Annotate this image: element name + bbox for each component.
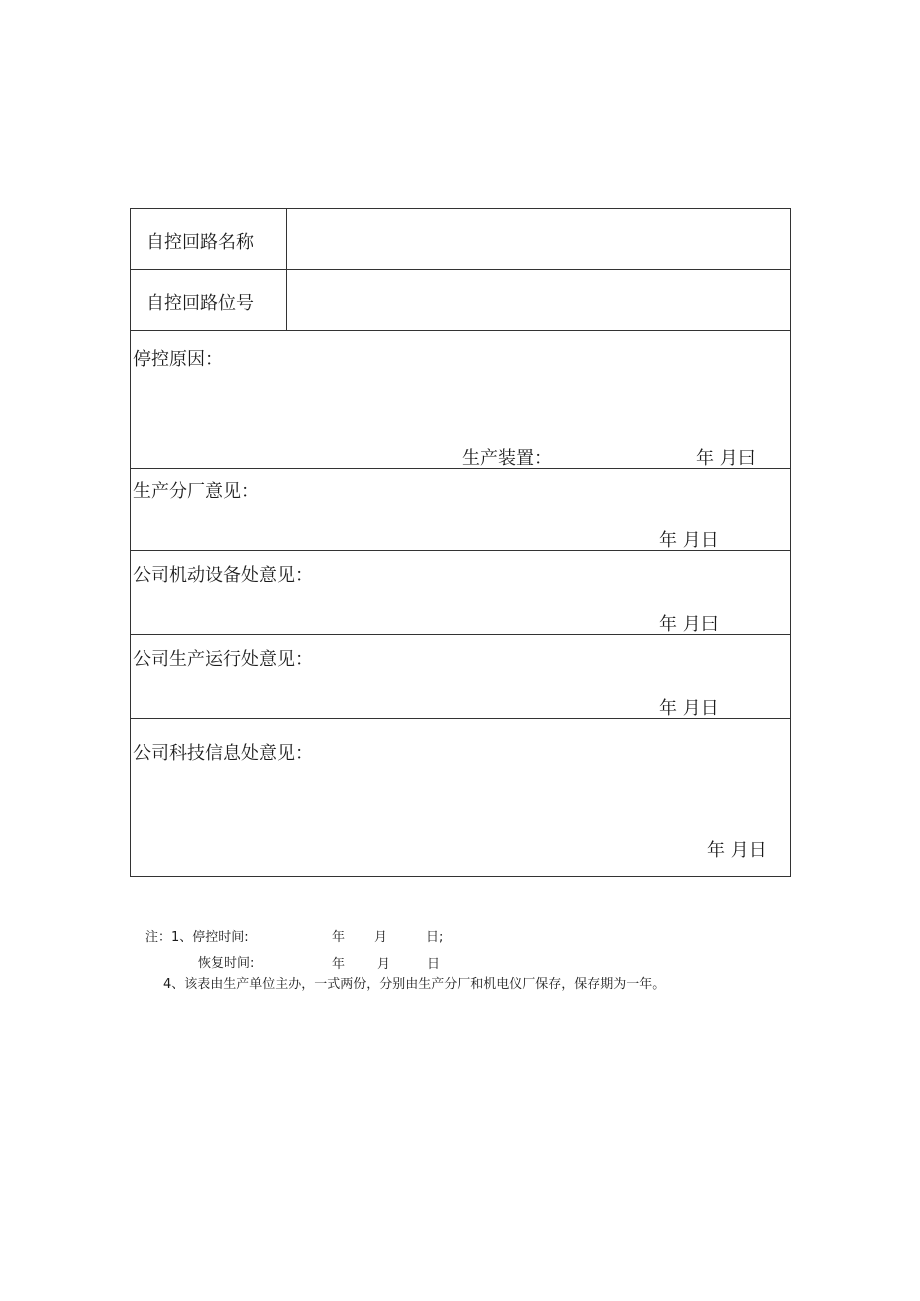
operation-opinion-label: 公司生产运行处意见：	[133, 649, 313, 670]
loop-tag-field[interactable]	[286, 270, 790, 330]
note-stop-day: 日;	[426, 930, 444, 945]
loop-name-row	[131, 209, 790, 269]
note-restore-time-label: 恢复时间:	[198, 956, 255, 971]
stop-reason-section[interactable]	[131, 330, 790, 468]
operation-opinion-section[interactable]	[131, 634, 790, 718]
operation-opinion-date: 年 月日	[659, 698, 719, 719]
note-restore-year: 年	[332, 957, 346, 972]
branch-opinion-section[interactable]	[131, 468, 790, 550]
loop-stop-form-table	[130, 208, 791, 877]
loop-tag-label: 自控回路位号	[146, 293, 254, 314]
equipment-opinion-date: 年 月曰	[659, 614, 719, 635]
note-stop-time-label: 注：1、停控时间:	[145, 930, 249, 945]
note-4: 4、该表由生产单位主办，一式两份，分别由生产分厂和机电仪厂保存，保存期为一年。	[163, 977, 666, 992]
tech-opinion-section[interactable]	[131, 718, 790, 876]
branch-opinion-label: 生产分厂意见：	[133, 481, 259, 502]
equipment-opinion-label: 公司机动设备处意见：	[133, 565, 313, 586]
note-stop-year: 年	[332, 930, 346, 945]
loop-name-label: 自控回路名称	[146, 232, 254, 253]
production-unit-label: 生产装置：	[462, 448, 552, 469]
stop-reason-date: 年 月曰	[696, 448, 756, 469]
loop-name-field[interactable]	[286, 209, 790, 269]
note-restore-day: 日	[427, 957, 441, 972]
loop-tag-row	[131, 269, 790, 330]
tech-opinion-date: 年 月日	[707, 840, 767, 861]
tech-opinion-label: 公司科技信息处意见：	[133, 743, 313, 764]
note-restore-month: 月	[377, 957, 391, 972]
branch-opinion-date: 年 月日	[659, 530, 719, 551]
note-stop-month: 月	[374, 930, 388, 945]
equipment-opinion-section[interactable]	[131, 550, 790, 634]
stop-reason-label: 停控原因：	[133, 349, 223, 370]
